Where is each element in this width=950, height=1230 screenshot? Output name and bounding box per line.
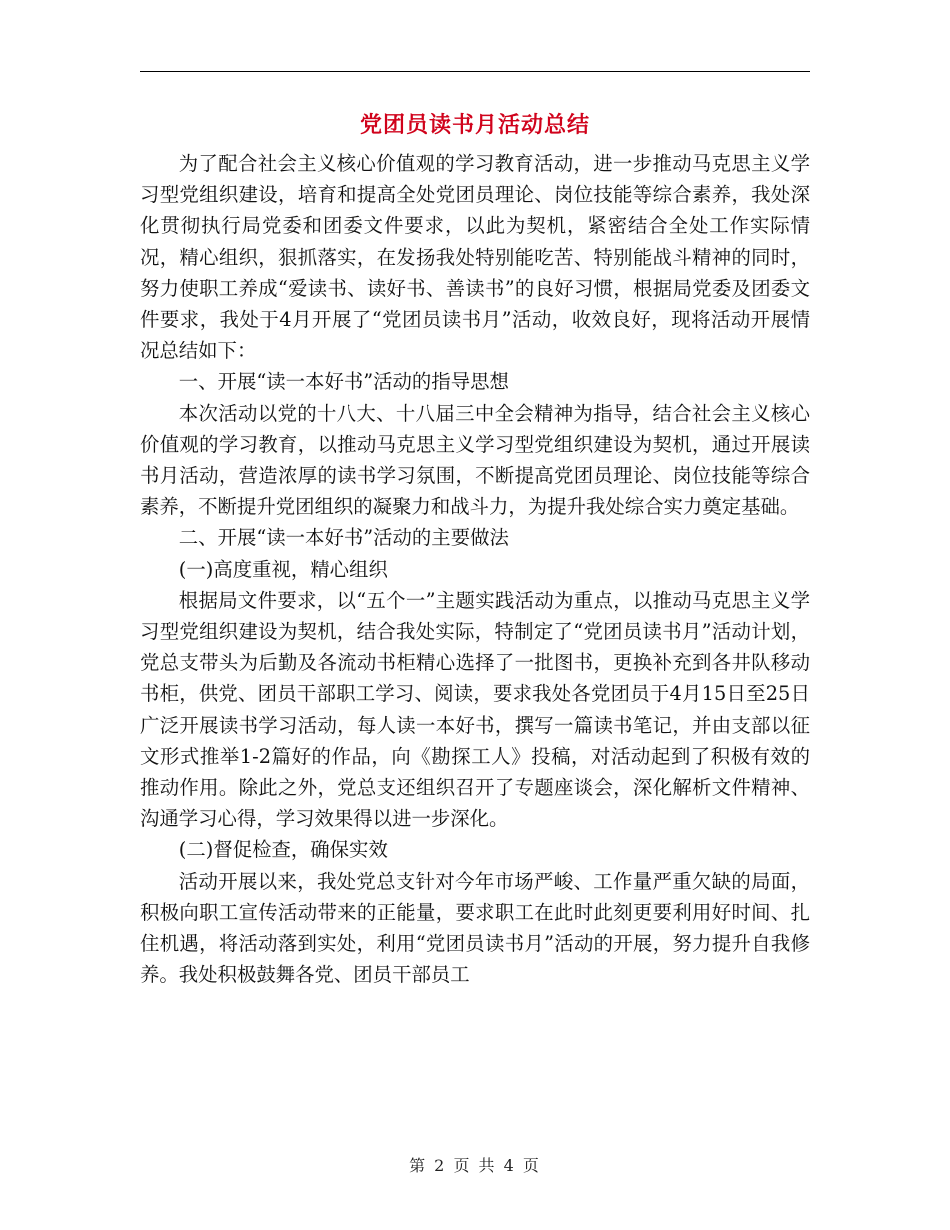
paragraph-supervision: 活动开展以来，我处党总支针对今年市场严峻、工作量严重欠缺的局面，积极向职工宣传活动带来的正能量，要求职工在此时此刻更要利用好时间、扎住机遇，将活动落到实处，利用“党团员读书月”活动的开展，努力提升自我修养。我处积极鼓舞各党、团员干部员工 (140, 869, 810, 987)
subheading-1: (一)高度重视，精心组织 (178, 557, 388, 581)
subheading-2: (二)督促检查，确保实效 (178, 838, 388, 862)
page-footer: 第 2 页 共 4 页 (409, 1156, 541, 1175)
paragraph-guiding-ideology: 本次活动以党的十八大、十八届三中全会精神为指导，结合社会主义核心价值观的学习教育，以推动马克思主义学习型党组织建设为契机，通过开展读书月活动，营造浓厚的读书学习氛围，不断提高党团员理论、岗位技能等综合素养，不断提升党团组织的凝聚力和战斗力，为提升我处综合实力奠定基础。 (140, 401, 810, 519)
paragraph-intro: 为了配合社会主义核心价值观的学习教育活动，进一步推动马克思主义学习型党组织建设，培育和提高全处党团员理论、岗位技能等综合素养，我处深化贯彻执行局党委和团委文件要求，以此为契机，紧密结合全处工作实际情况，精心组织，狠抓落实，在发扬我处特别能吃苦、特别能战斗精神的同时，努力使职工养成“爱读书、读好书、善读书”的良好习惯，根据局党委及团委文件要求，我处于4月开展了“党团员读书月”活动，收效良好，现将活动开展情况总结如下： (140, 152, 810, 363)
section-heading-1: 一、开展“读一本好书”活动的指导思想 (178, 370, 509, 394)
document-title: 党团员读书月活动总结 (359, 112, 590, 138)
section-heading-2: 二、开展“读一本好书”活动的主要做法 (178, 526, 509, 550)
paragraph-organization: 根据局文件要求，以“五个一”主题实践活动为重点，以推动马克思主义学习型党组织建设为契机，结合我处实际，特制定了“党团员读书月”活动计划，党总支带头为后勤及各流动书柜精心选择了一批图书，更换补充到各井队移动书柜，供党、团员干部职工学习、阅读，要求我处各党团员于4月15日至25日广泛开展读书学习活动，每人读一本好书，撰写一篇读书笔记，并由支部以征文形式推举1-2篇好的作品，向《勘探工人》投稿，对活动起到了积极有效的推动作用。除此之外，党总支还组织召开了专题座谈会，深化解析文件精神、沟通学习心得，学习效果得以进一步深化。 (140, 588, 810, 831)
header-rule (140, 71, 810, 72)
document-body (140, 148, 810, 990)
